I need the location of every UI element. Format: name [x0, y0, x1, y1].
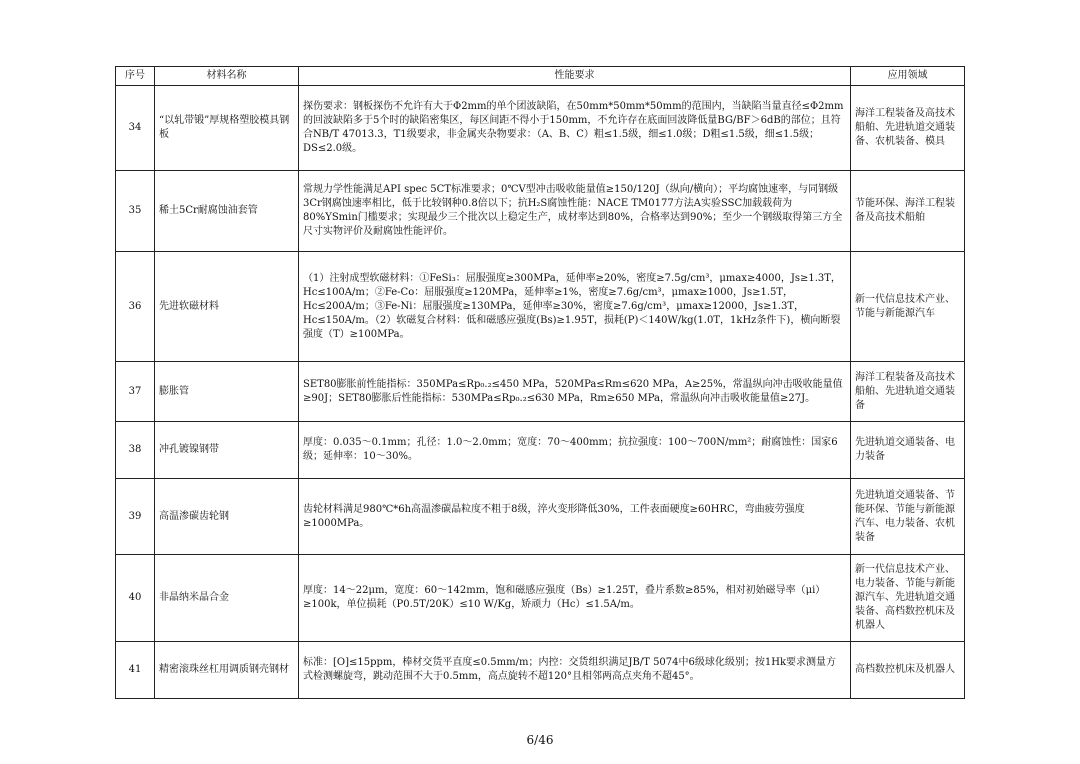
row-no: 35	[116, 171, 155, 252]
row-performance: 齿轮材料满足980℃*6h高温渗碳晶粒度不粗于8级，淬火变形降低30%，工件表面硬度≥60HRC，弯曲疲劳强度≥1000MPa。	[299, 479, 851, 555]
table-row	[116, 252, 965, 362]
row-material-name: 精密滚珠丝杠用调质钢壳钢材	[155, 642, 299, 699]
header-performance: 性能要求	[299, 67, 851, 86]
materials-table	[115, 66, 965, 699]
row-material-name: 冲孔镀镍钢带	[155, 422, 299, 479]
row-performance: 常规力学性能满足API spec 5CT标准要求；0℃V型冲击吸收能量值≥150/120J（纵向/横向）；平均腐蚀速率，与同钢级3Cr钢腐蚀速率相比，低于比较钢种0.8倍以下；抗H₂S腐蚀性能：NACE TM0177方法A实验SSC加载载荷为80%YSmin门槛要求；实现最少三个批次以上稳定生产，成材率达到80%，合格率达到90%；至少一个钢级取得第三方全尺寸实物评价及耐腐蚀性能评价。	[299, 171, 851, 252]
row-application: 海洋工程装备及高技术船舶、先进轨道交通装备、农机装备、模具	[851, 86, 965, 171]
table-row	[116, 86, 965, 171]
row-performance: 厚度：14～22μm，宽度：60～142mm，饱和磁感应强度（Bs）≥1.25T，叠片系数≥85%，相对初始磁导率（μi）≥100k，单位损耗（P0.5T/20K）≤10 W/Kg，矫顽力（Hc）≤1.5A/m。	[299, 555, 851, 642]
table-row	[116, 642, 965, 699]
table-row	[116, 171, 965, 252]
row-application: 先进轨道交通装备、节能环保、节能与新能源汽车、电力装备、农机装备	[851, 479, 965, 555]
row-performance: 探伤要求：钢板探伤不允许有大于Φ2mm的单个团波缺陷，在50mm*50mm*50mm的范围内，当缺陷当量直径≤Φ2mm的回波缺陷多于5个时的缺陷密集区，每区间距不得小于150mm，不允许存在底面回波降低量BG/BF＞6dB的部位；且符合NB/T 47013.3，T1级要求，非金属夹杂物要求：（A、B、C）粗≤1.5级，细≤1.0级；D粗≤1.5级，细≤1.5级；DS≤2.0级。	[299, 86, 851, 171]
table-row	[116, 362, 965, 422]
row-no: 39	[116, 479, 155, 555]
header-material-name: 材料名称	[155, 67, 299, 86]
row-application: 新一代信息技术产业、电力装备、节能与新能源汽车、先进轨道交通装备、高档数控机床及机器人	[851, 555, 965, 642]
row-application: 新一代信息技术产业、节能与新能源汽车	[851, 252, 965, 362]
row-no: 38	[116, 422, 155, 479]
row-material-name: “以轧带锻”厚规格塑胶模具钢板	[155, 86, 299, 171]
row-performance: 标准：[O]≤15ppm，棒材交货平直度≤0.5mm/m；内控：交货组织满足JB/T 5074中6级球化级别；按1Hk要求测量方式检测螺旋弯，跳动范围不大于0.5mm，高点旋转不超120°且相邻两高点夹角不超45°。	[299, 642, 851, 699]
row-performance: SET80膨胀前性能指标：350MPa≤Rp₀.₂≤450 MPa，520MPa≤Rm≤620 MPa，A≥25%，常温纵向冲击吸收能量值≥90J；SET80膨胀后性能指标：530MPa≤Rp₀.₂≤630 MPa，Rm≥650 MPa，常温纵向冲击吸收能量值≥27J。	[299, 362, 851, 422]
table-row	[116, 422, 965, 479]
page-number: 6/46	[526, 733, 554, 747]
header-no: 序号	[116, 67, 155, 86]
header-application: 应用领域	[851, 67, 965, 86]
row-material-name: 先进软磁材料	[155, 252, 299, 362]
table-row	[116, 479, 965, 555]
row-no: 37	[116, 362, 155, 422]
row-material-name: 稀土5Cr耐腐蚀油套管	[155, 171, 299, 252]
row-material-name: 高温渗碳齿轮钢	[155, 479, 299, 555]
row-no: 41	[116, 642, 155, 699]
table-header-row	[116, 67, 965, 86]
row-application: 先进轨道交通装备、电力装备	[851, 422, 965, 479]
table-row	[116, 555, 965, 642]
row-no: 34	[116, 86, 155, 171]
row-material-name: 膨胀管	[155, 362, 299, 422]
row-no: 36	[116, 252, 155, 362]
row-no: 40	[116, 555, 155, 642]
row-material-name: 非晶纳米晶合金	[155, 555, 299, 642]
row-application: 高档数控机床及机器人	[851, 642, 965, 699]
row-application: 海洋工程装备及高技术船舶、先进轨道交通装备	[851, 362, 965, 422]
row-performance: 厚度：0.035～0.1mm；孔径：1.0～2.0mm；宽度：70～400mm；抗拉强度：100～700N/mm²；耐腐蚀性：国家6级；延伸率：10～30%。	[299, 422, 851, 479]
row-application: 节能环保、海洋工程装备及高技术船舶	[851, 171, 965, 252]
row-performance: （1）注射成型软磁材料：①FeSi₃：屈服强度≥300MPa，延伸率≥20%，密度≥7.5g/cm³，μmax≥4000，Js≥1.3T，Hc≤100A/m；②Fe-Co：屈服强度≥120MPa，延伸率≥1%，密度≥7.6g/cm³，μmax≥1000，Js≥1.5T，Hc≤200A/m；③Fe-Ni：屈服强度≥130MPa，延伸率≥30%，密度≥7.6g/cm³，μmax≥12000，Js≥1.3T，Hc≤150A/m。（2）软磁复合材料：低和磁感应强度(Bs)≥1.95T，损耗(P)＜140W/kg(1.0T，1kHz条件下)，横向断裂强度（T）≥100MPa。	[299, 252, 851, 362]
